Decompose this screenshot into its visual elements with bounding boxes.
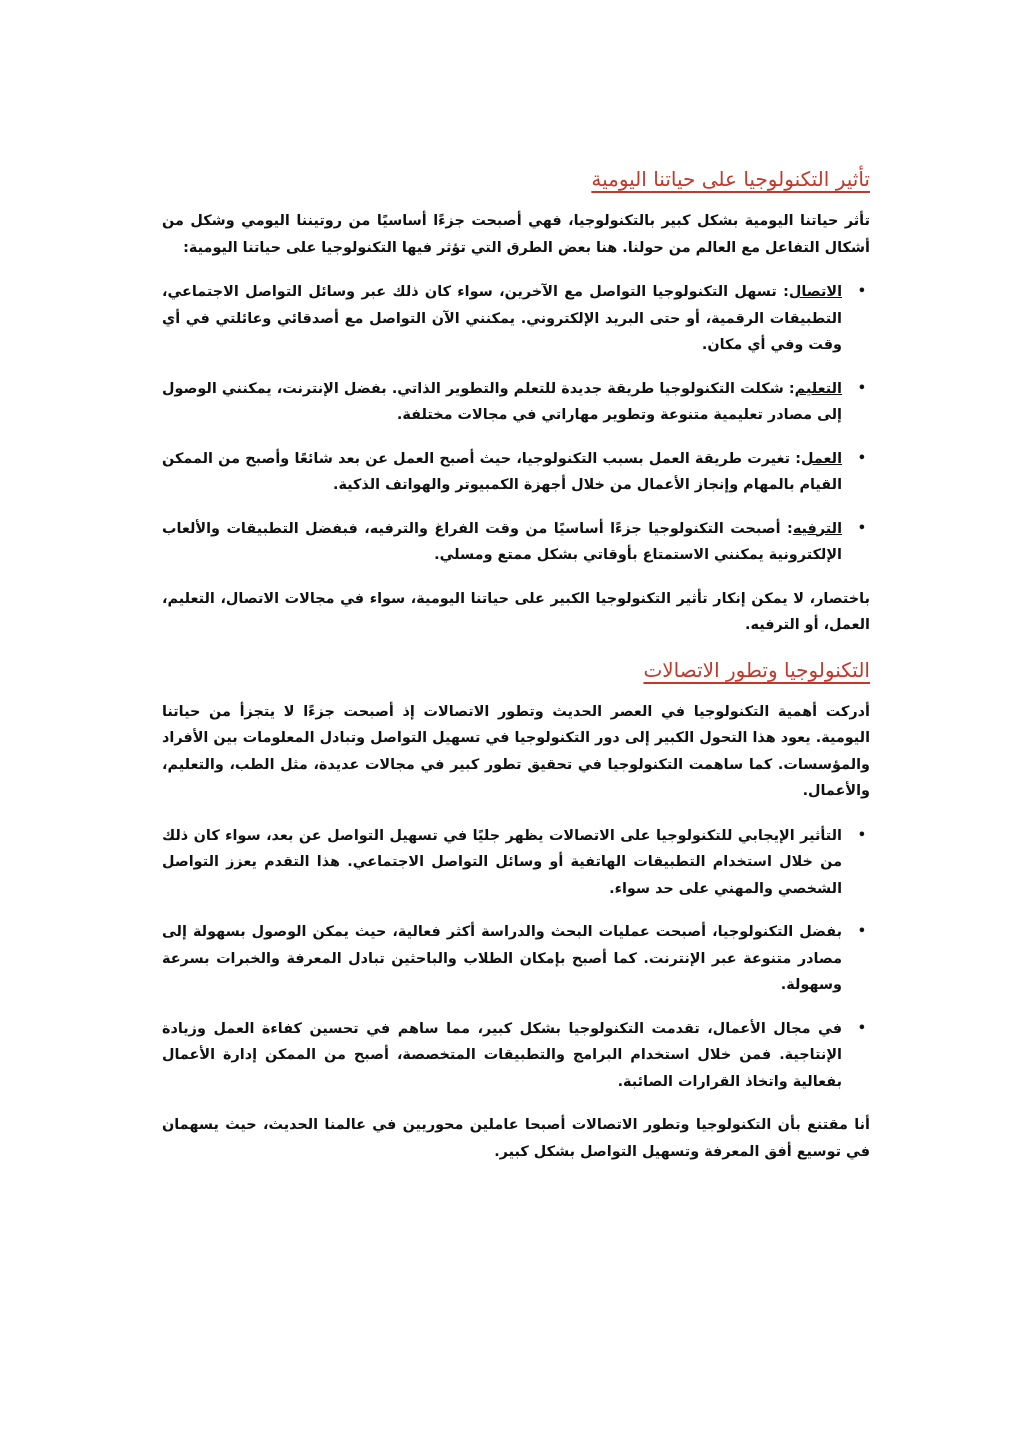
item-text: : تغيرت طريقة العمل بسبب التكنولوجيا، حيث أصبح العمل عن بعد شائعًا وأصبح من الممكن القيام بالمهام وإنجاز الأعمال من خلال أجهزة الكمبيوتر والهواتف الذكية. xyxy=(162,450,842,493)
item-text: : شكلت التكنولوجيا طريقة جديدة للتعلم والتطوير الذاتي. بفضل الإنترنت، يمكنني الوصول إلى مصادر تعليمية متنوعة وتطوير مهاراتي في مجالات مختلفة. xyxy=(162,380,842,423)
item-text: التأثير الإيجابي للتكنولوجيا على الاتصالات يظهر جليًا في تسهيل التواصل عن بعد، سواء كان ذلك من خلال استخدام التطبيقات الهاتفية أو وسائل التواصل الاجتماعي. هذا التقدم يعزز التواصل الشخصي والمهني على حد سواء. xyxy=(162,827,842,897)
section1-title: تأثير التكنولوجيا على حياتنا اليومية xyxy=(591,167,870,191)
item-text: : تسهل التكنولوجيا التواصل مع الآخرين، سواء كان ذلك عبر وسائل التواصل الاجتماعي، التطبيقات الرقمية، أو حتى البريد الإلكتروني. يمكنني الآن التواصل مع أصدقائي وعائلتي في أي وقت وفي أي مكان. xyxy=(162,284,842,353)
bullet-icon: • xyxy=(857,380,866,396)
section1-conclusion: باختصار، لا يمكن إنكار تأثير التكنولوجيا الكبير على حياتنا اليومية، سواء في مجالات الاتصال، التعليم، العمل، أو الترفيه. xyxy=(162,590,870,633)
list-item xyxy=(162,446,866,499)
item-term: الترفيه xyxy=(792,520,842,537)
list-item xyxy=(162,919,866,999)
list-item xyxy=(162,376,866,429)
list-item xyxy=(162,823,866,903)
list-item xyxy=(162,516,866,569)
item-text: في مجال الأعمال، تقدمت التكنولوجيا بشكل كبير، مما ساهم في تحسين كفاءة العمل وزيادة الإنتاجية. فمن خلال استخدام البرامج والتطبيقات المتخصصة، أصبح من الممكن إدارة الأعمال بفعالية واتخاذ القرارات الصائبة. xyxy=(162,1020,842,1090)
item-term: الاتصال xyxy=(788,284,842,300)
bullet-icon: • xyxy=(857,1020,866,1036)
bullet-icon: • xyxy=(857,284,866,299)
list-item xyxy=(162,1016,866,1096)
item-text: بفضل التكنولوجيا، أصبحت عمليات البحث والدراسة أكثر فعالية، حيث يمكن الوصول بسهولة إلى مصادر متنوعة عبر الإنترنت. كما أصبح بإمكان الطلاب والباحثين تبادل المعرفة والخبرات بسرعة وسهولة. xyxy=(162,924,842,993)
document-body xyxy=(162,162,870,1165)
list-item xyxy=(162,279,866,359)
section2-conclusion: أنا مقتنع بأن التكنولوجيا وتطور الاتصالات أصبحا عاملين محوريين في عالمنا الحديث، حيث يسهمان في توسيع أفق المعرفة وتسهيل التواصل بشكل كبير. xyxy=(162,1117,870,1160)
item-term: العمل xyxy=(801,450,842,467)
bullet-icon: • xyxy=(857,827,866,843)
item-text: : أصبحت التكنولوجيا جزءًا أساسيًا من وقت الفراغ والترفيه، فبفضل التطبيقات والألعاب الإلكترونية يمكنني الاستمتاع بأوقاتي بشكل ممتع ومسلي. xyxy=(162,520,842,563)
bullet-icon: • xyxy=(857,924,866,939)
section2-title: التكنولوجيا وتطور الاتصالات xyxy=(643,657,870,682)
section2-intro: أدركت أهمية التكنولوجيا في العصر الحديث وتطور الاتصالات إذ أصبحت جزءًا لا يتجزأ من حياتنا اليومية. يعود هذا التحول الكبير إلى دور التكنولوجيا في تسهيل التواصل وتبادل المعلومات بين الأفراد والمؤسسات. كما ساهمت التكنولوجيا في تحقيق تطور كبير في مجالات عديدة، مثل الطب، والتعليم، والأعمال. xyxy=(162,703,870,799)
section2-list xyxy=(162,823,870,1096)
section1-intro: تأثر حياتنا اليومية بشكل كبير بالتكنولوجيا، فهي أصبحت جزءًا أساسيًا من روتيننا اليومي وشكل من أشكال التفاعل مع العالم من حولنا. هنا بعض الطرق التي تؤثر فيها التكنولوجيا على حياتنا اليومية: xyxy=(162,213,870,256)
bullet-icon: • xyxy=(857,520,866,536)
bullet-icon: • xyxy=(857,450,866,466)
item-term: التعليم xyxy=(794,380,842,397)
section1-list xyxy=(162,279,870,569)
